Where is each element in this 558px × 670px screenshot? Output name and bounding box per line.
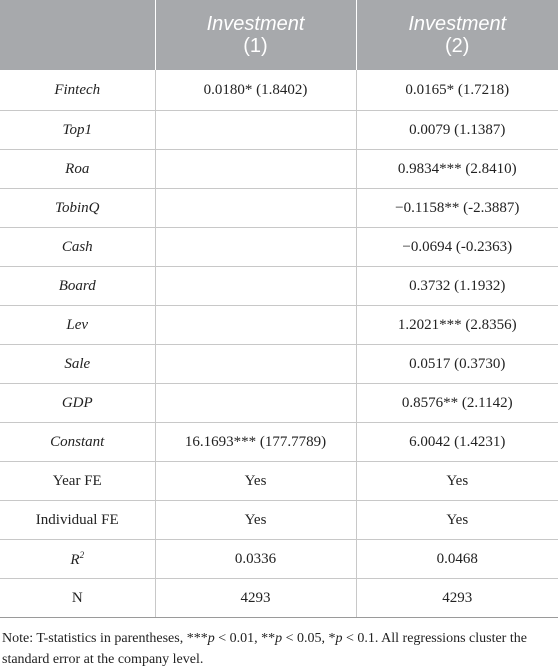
note-p-symbol: p xyxy=(336,631,343,646)
row-label: Year FE xyxy=(0,462,155,501)
table-row xyxy=(0,501,558,540)
row-label: N xyxy=(0,579,155,618)
cell-column-2: 0.0468 xyxy=(356,540,558,579)
cell-column-2: 4293 xyxy=(356,579,558,618)
table-row xyxy=(0,384,558,423)
table-row xyxy=(0,462,558,501)
row-label: Lev xyxy=(0,306,155,345)
r-squared-label: R xyxy=(70,552,79,568)
cell-column-2: −0.0694 (-0.2363) xyxy=(356,228,558,267)
row-label xyxy=(0,540,155,579)
table-row xyxy=(0,306,558,345)
cell-column-1 xyxy=(155,267,356,306)
cell-column-1: 4293 xyxy=(155,579,356,618)
cell-column-1: 0.0336 xyxy=(155,540,356,579)
table-row xyxy=(0,540,558,579)
table-header-row xyxy=(0,0,558,70)
cell-column-2: 0.3732 (1.1932) xyxy=(356,267,558,306)
cell-column-1 xyxy=(155,345,356,384)
cell-column-2: 0.8576** (2.1142) xyxy=(356,384,558,423)
cell-column-2: 6.0042 (1.4231) xyxy=(356,423,558,462)
table-row xyxy=(0,150,558,189)
note-text: < 0.1. All regressions cluster the standard error at the company level. xyxy=(2,631,527,667)
table-row xyxy=(0,267,558,306)
cell-column-1 xyxy=(155,189,356,228)
cell-column-2: 0.0165* (1.7218) xyxy=(356,70,558,111)
row-label: Fintech xyxy=(0,70,155,111)
cell-column-1: 16.1693*** (177.7789) xyxy=(155,423,356,462)
row-label: Board xyxy=(0,267,155,306)
row-label: Constant xyxy=(0,423,155,462)
row-label: Sale xyxy=(0,345,155,384)
note-text: Note: T-statistics in parentheses, *** xyxy=(2,631,208,646)
r-squared-superscript: 2 xyxy=(80,550,85,560)
cell-column-2: −0.1158** (-2.3887) xyxy=(356,189,558,228)
row-label: Individual FE xyxy=(0,501,155,540)
column-2-title: Investment xyxy=(357,13,558,35)
cell-column-1: 0.0180* (1.8402) xyxy=(155,70,356,111)
cell-column-1 xyxy=(155,228,356,267)
header-column-1 xyxy=(155,0,356,70)
row-label: TobinQ xyxy=(0,189,155,228)
table-row xyxy=(0,189,558,228)
cell-column-1 xyxy=(155,384,356,423)
table-row xyxy=(0,345,558,384)
header-blank-cell xyxy=(0,0,155,70)
cell-column-2: 0.0517 (0.3730) xyxy=(356,345,558,384)
note-text: < 0.05, * xyxy=(282,631,335,646)
row-label: Top1 xyxy=(0,111,155,150)
table-row xyxy=(0,70,558,111)
cell-column-1 xyxy=(155,150,356,189)
cell-column-1: Yes xyxy=(155,462,356,501)
note-p-symbol: p xyxy=(208,631,215,646)
table-row xyxy=(0,228,558,267)
row-label: Roa xyxy=(0,150,155,189)
column-1-number: (1) xyxy=(156,35,356,57)
row-label: Cash xyxy=(0,228,155,267)
cell-column-1 xyxy=(155,111,356,150)
table-row xyxy=(0,423,558,462)
table-note xyxy=(0,618,558,670)
cell-column-2: Yes xyxy=(356,462,558,501)
cell-column-2: 0.9834*** (2.8410) xyxy=(356,150,558,189)
cell-column-1: Yes xyxy=(155,501,356,540)
cell-column-1 xyxy=(155,306,356,345)
table-row xyxy=(0,111,558,150)
cell-column-2: 1.2021*** (2.8356) xyxy=(356,306,558,345)
header-column-2 xyxy=(356,0,558,70)
column-2-number: (2) xyxy=(357,35,558,57)
note-text: < 0.01, ** xyxy=(215,631,275,646)
column-1-title: Investment xyxy=(156,13,356,35)
note-p-symbol: p xyxy=(275,631,282,646)
cell-column-2: 0.0079 (1.1387) xyxy=(356,111,558,150)
table-row xyxy=(0,579,558,618)
cell-column-2: Yes xyxy=(356,501,558,540)
row-label: GDP xyxy=(0,384,155,423)
